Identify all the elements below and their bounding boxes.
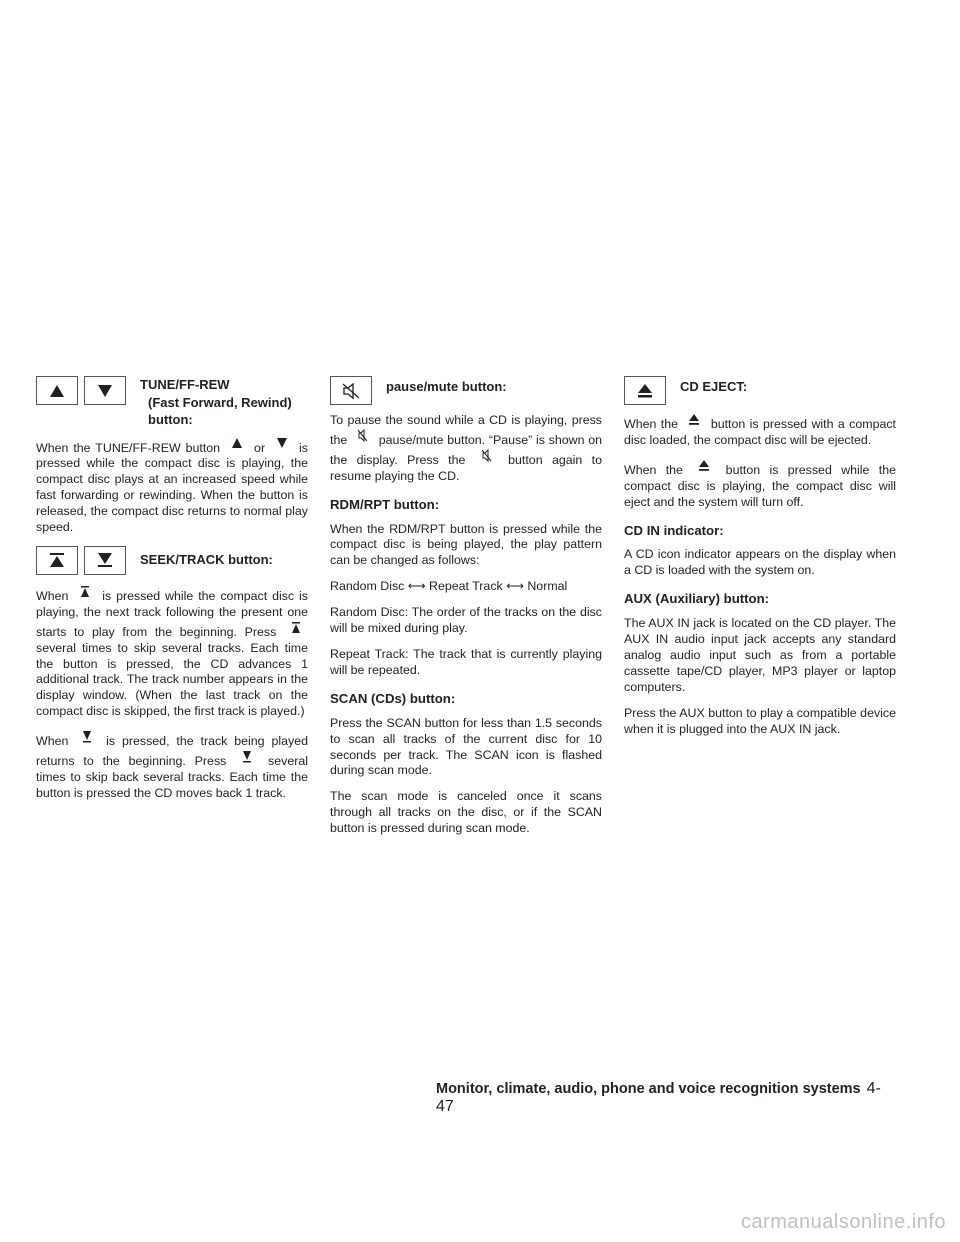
column-2 <box>330 376 602 847</box>
text: When the TUNE/FF-REW button <box>36 440 221 455</box>
aux-heading: AUX (Auxiliary) button: <box>624 591 770 607</box>
seek-up-icon <box>36 546 78 575</box>
seek-paragraph-1 <box>36 585 308 720</box>
pause-title: pause/mute button: <box>386 379 507 394</box>
text: To pause the sound while a CD is playing, press the <box>330 413 602 447</box>
rdm-paragraph-2: Random Disc: The order of the tracks on the disc will be mixed during play. <box>330 605 602 636</box>
page-number: 4-47 <box>436 1080 881 1115</box>
text: When <box>36 734 69 749</box>
tune-title-line2: (Fast Forward, Rewind) <box>148 394 292 410</box>
seek-down-icon <box>75 730 99 743</box>
text: is pressed, the track being played returns to the beginning. Press <box>36 734 308 769</box>
column-3 <box>624 376 896 748</box>
tune-up-icon <box>36 376 78 405</box>
watermark: carmanualsonline.info <box>740 1211 946 1233</box>
aux-paragraph-2: Press the AUX button to play a compatible device when it is plugged into the AUX IN jack. <box>624 705 896 736</box>
text: is pressed while the compact disc is playing, the next track following the present one starts to play from the beginning. Press <box>36 588 308 639</box>
tune-title <box>140 376 292 429</box>
text: When the <box>624 462 683 477</box>
cdin-heading: CD IN indicator: <box>624 522 724 538</box>
footer-section-title: Monitor, climate, audio, phone and voice recognition systems <box>436 1081 861 1097</box>
tune-down-icon <box>84 376 126 405</box>
seek-title: SEEK/TRACK button: <box>140 551 273 567</box>
text: button is pressed with a compact disc loaded, the compact disc will be ejected. <box>624 417 897 447</box>
text: button is pressed while the compact disc is playing, the compact disc will eject and the system will turn off. <box>624 462 896 509</box>
pause-paragraph <box>330 413 602 485</box>
rdm-paragraph-3: Repeat Track: The track that is currently playing will be repeated. <box>330 646 602 677</box>
cdin-paragraph: A CD icon indicator appears on the display when a CD is loaded with the system on. <box>624 547 896 578</box>
rdm-paragraph-1: When the RDM/RPT button is pressed while the compact disc is being played, the play pattern can be changed as follows: <box>330 521 602 568</box>
text: is pressed while the compact disc is playing, the compact disc plays at an increased speed while fast forwarding or rewinding. When the button is released, the compact disc returns to normal play speed. <box>36 440 308 535</box>
tune-paragraph <box>36 437 308 536</box>
aux-paragraph-1: The AUX IN jack is located on the CD player. The AUX IN audio input jack accepts any standard analog audio input such as from a portable cassette tape/CD player, MP3 player or laptop computers. <box>624 616 896 694</box>
tune-heading <box>36 376 308 429</box>
page-footer <box>436 1080 896 1116</box>
text: several times to skip back several tracks. Each time the button is pressed the CD moves back 1 track. <box>36 754 308 800</box>
text: pause/mute button. “Pause” is shown on the display. Press the <box>330 432 602 467</box>
seek-paragraph-2 <box>36 730 308 802</box>
rdm-pattern: Random Disc ⟷ Repeat Track ⟷ Normal <box>330 579 568 594</box>
text: When <box>36 588 69 603</box>
tune-down-icon <box>270 437 294 450</box>
seek-heading <box>36 546 308 575</box>
tune-title-line1: TUNE/FF-REW <box>140 377 230 392</box>
scan-heading: SCAN (CDs) button: <box>330 690 456 706</box>
seek-up-icon <box>284 621 308 634</box>
seek-up-icon <box>73 585 97 598</box>
scan-paragraph-1: Press the SCAN button for less than 1.5 seconds to scan all tracks of the current disc for 10 seconds per track. The SCAN icon is flashed during scan mode. <box>330 715 602 778</box>
eject-title: CD EJECT: <box>680 379 748 394</box>
pause-mute-icon <box>351 429 375 442</box>
eject-icon <box>624 376 666 405</box>
column-1 <box>36 376 308 812</box>
seek-down-icon <box>235 750 259 763</box>
scan-paragraph-2: The scan mode is canceled once it scans through all tracks on the disc, or if the SCAN button is pressed during scan mode. <box>330 789 602 836</box>
eject-paragraph-2 <box>624 459 896 511</box>
pause-mute-icon <box>475 449 499 462</box>
eject-heading <box>624 376 896 405</box>
text: When the <box>624 417 678 431</box>
seek-down-icon <box>84 546 126 575</box>
text: or <box>254 440 266 455</box>
tune-title-line3: button: <box>148 412 193 427</box>
pause-heading <box>330 376 602 405</box>
tune-up-icon <box>225 437 249 450</box>
text: button again to resume playing the CD. <box>330 452 602 483</box>
eject-paragraph-1 <box>624 413 896 449</box>
eject-icon <box>692 459 716 472</box>
text: several times to skip several tracks. Each time the button is pressed, the CD advances 1 additional track. The track number appears in the display window. (When the last track on the compact disc is skipped, the first track is played.) <box>36 640 308 719</box>
rdm-heading: RDM/RPT button: <box>330 496 440 512</box>
eject-icon <box>682 413 706 426</box>
pause-mute-icon <box>330 376 372 405</box>
